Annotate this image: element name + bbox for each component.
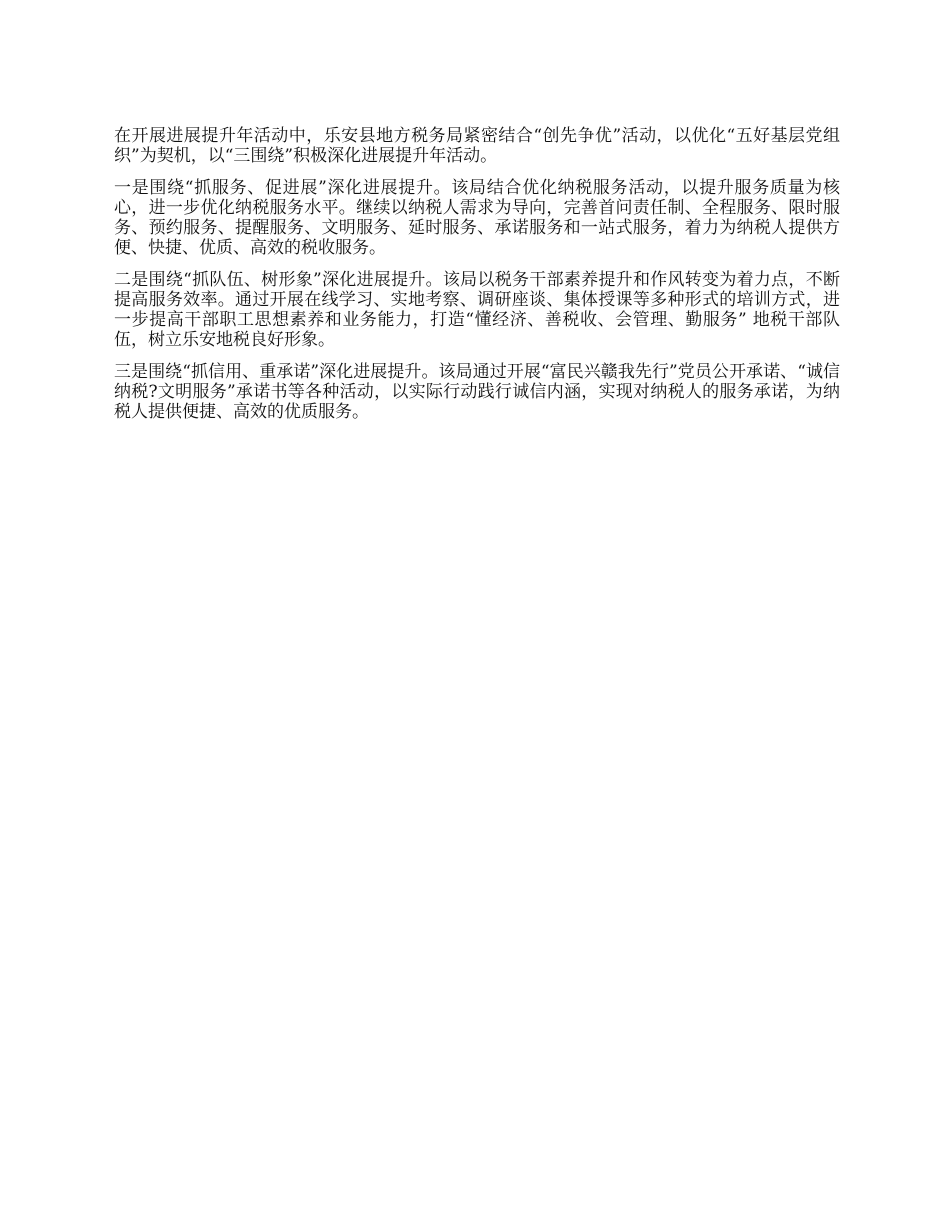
- document-body: [114, 126, 840, 434]
- paragraph-team: 二是围绕“抓队伍、树形象”深化进展提升。该局以税务干部素养提升和作风转变为着力点，不断提高服务效率。通过开展在线学习、实地考察、调研座谈、集体授课等多种形式的培训方式，进一步提高干部职工思想素养和业务能力，打造“懂经济、善税收、会管理、勤服务” 地税干部队伍，树立乐安地税良好形象。: [114, 270, 840, 350]
- paragraph-intro: 在开展进展提升年活动中，乐安县地方税务局紧密结合“创先争优”活动，以优化“五好基层党组织”为契机，以“三围绕”积极深化进展提升年活动。: [114, 126, 840, 166]
- paragraph-service: 一是围绕“抓服务、促进展”深化进展提升。该局结合优化纳税服务活动，以提升服务质量为核心，进一步优化纳税服务水平。继续以纳税人需求为导向，完善首问责任制、全程服务、限时服务、预约服务、提醒服务、文明服务、延时服务、承诺服务和一站式服务，着力为纳税人提供方便、快捷、优质、高效的税收服务。: [114, 178, 840, 258]
- paragraph-credit: 三是围绕“抓信用、重承诺”深化进展提升。该局通过开展“富民兴赣我先行”党员公开承诺、“诚信纳税?文明服务”承诺书等各种活动，以实际行动践行诚信内涵，实现对纳税人的服务承诺，为纳税人提供便捷、高效的优质服务。: [114, 362, 840, 422]
